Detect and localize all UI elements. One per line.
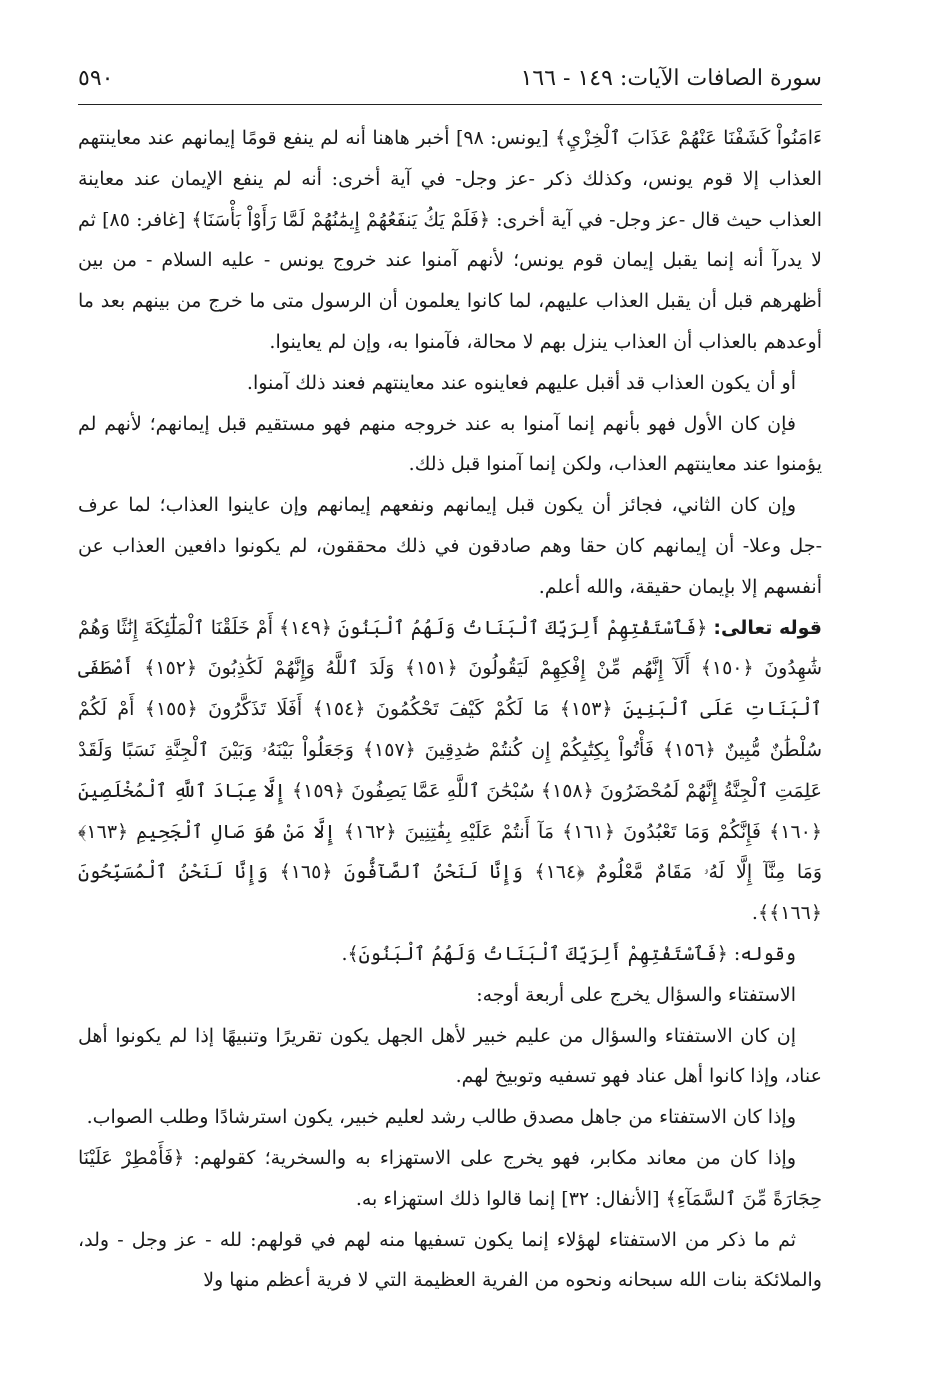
paragraph: وإذا كان الاستفتاء من جاهل مصدق طالب رشد لعليم خبير، يكون استرشادًا وطلب الصواب.	[86, 1106, 796, 1129]
paragraph: وإذا كان من معاند مكابر، فهو يخرج على الاستهزاء به والسخرية؛ كقولهم: ﴿فَأَمْطِرْ عَلَيْنَا حِجَارَةً مِّنَ ٱلسَّمَآءِ﴾ [الأنفال: ٣٢] إنما قالوا ذلك استهزاء به.	[78, 1146, 822, 1210]
paragraph: فإن كان الأول فهو بأنهم إنما آمنوا به عند خروجه منهم فهو مستقيم قبل إيمانهم؛ لأنهم لم يؤمنوا عند معاينتهم العذاب، ولكن إنما آمنوا قبل ذلك.	[78, 412, 822, 476]
page-number: ٥٩٠	[78, 65, 114, 91]
paragraph: ثم ما ذكر من الاستفتاء لهؤلاء إنما يكون تسفيها منه لهم في قولهم: لله - عز وجل - ولد، والملائكة بنات الله سبحانه ونحوه من الفرية العظيمة التي لا فرية أعظم منها ولا	[78, 1228, 822, 1292]
page-header	[78, 58, 822, 98]
verse-text: ﴿فَٱسْتَفْتِهِمْ أَلِرَبِّكَ ٱلْبَنَاتُ وَلَهُمُ ٱلْبَنُونَ ﴿١٤٩﴾ أَمْ خَلَقْنَا ٱلْمَلَٰٓئِكَةَ إِنَٰثًا وَهُمْ شَٰهِدُونَ ﴿١٥٠﴾ أَلَآ إِنَّهُم مِّنْ إِفْكِهِمْ لَيَقُولُونَ ﴿١٥١﴾ وَلَدَ ٱللَّهُ وَإِنَّهُمْ لَكَٰذِبُونَ ﴿١٥٢﴾ أَصْطَفَى ٱلْبَنَاتِ عَلَى ٱلْبَنِينَ ﴿١٥٣﴾ مَا لَكُمْ كَيْفَ تَحْكُمُونَ ﴿١٥٤﴾ أَفَلَا تَذَكَّرُونَ ﴿١٥٥﴾ أَمْ لَكُمْ سُلْطَٰنٌ مُّبِينٌ ﴿١٥٦﴾ فَأْتُواْ بِكِتَٰبِكُمْ إِن كُنتُمْ صَٰدِقِينَ ﴿١٥٧﴾ وَجَعَلُواْ بَيْنَهُۥ وَبَيْنَ ٱلْجِنَّةِ نَسَبًا وَلَقَدْ عَلِمَتِ ٱلْجِنَّةُ إِنَّهُمْ لَمُحْضَرُونَ ﴿١٥٨﴾ سُبْحَٰنَ ٱللَّهِ عَمَّا يَصِفُونَ ﴿١٥٩﴾ إِلَّا عِبَادَ ٱللَّهِ ٱلْمُخْلَصِينَ ﴿١٦٠﴾ فَإِنَّكُمْ وَمَا تَعْبُدُونَ ﴿١٦١﴾ مَآ أَنتُمْ عَلَيْهِ بِفَٰتِنِينَ ﴿١٦٢﴾ إِلَّا مَنْ هُوَ صَالِ ٱلْجَحِيمِ ﴿١٦٣﴾ وَمَا مِنَّآ إِلَّا لَهُۥ مَقَامٌ مَّعْلُومٌ ﴿١٦٤﴾ وَإِنَّا لَنَحْنُ ٱلصَّآفُّونَ ﴿١٦٥﴾ وَإِنَّا لَنَحْنُ ٱلْمُسَبِّحُونَ ﴿١٦٦﴾﴾.	[78, 616, 823, 925]
paragraph: ءَامَنُواْ كَشَفْنَا عَنْهُمْ عَذَابَ ٱلْخِزْيِ﴾ [يونس: ٩٨] أخبر هاهنا أنه لم ينفع قومًا إيمانهم عند معاينتهم العذاب إلا قوم يونس، وكذلك ذكر -عز وجل- في آية أخرى: أنه لم ينفع الإيمان عند معاينة العذاب حيث قال -عز وجل- في آية أخرى: ﴿فَلَمْ يَكُ يَنفَعُهُمْ إِيمَٰنُهُمْ لَمَّا رَأَوْاْ بَأْسَنَا﴾ [غافر: ٨٥] ثم لا يدرآ أنه إنما يقبل إيمان قوم يونس؛ لأنهم آمنوا عند خروج يونس - عليه السلام - من بين أظهرهم قبل أن يقبل العذاب عليهم، لما كانوا يعلمون أن الرسول متى ما خرج من بينهم بعد ما أوعدهم بالعذاب أن العذاب ينزل بهم لا محالة، فآمنوا به، وإن لم يعاينوا.	[78, 127, 822, 353]
paragraph: إن كان الاستفتاء والسؤال من عليم خبير لأهل الجهل يكون تقريرًا وتنبيهًا إذا لم يكونوا أهل عناد، وإذا كانوا أهل عناد فهو تسفيه وتوبيخ لهم.	[78, 1024, 822, 1088]
verse-block	[78, 608, 822, 934]
verse-lead: قوله تعالى:	[713, 616, 822, 639]
paragraph: وقوله: ﴿فَٱسْتَفْتِهِمْ أَلِرَبِّكَ ٱلْبَنَاتُ وَلَهُمُ ٱلْبَنُونَ﴾.	[341, 942, 796, 965]
running-title: سورة الصافات الآيات: ١٤٩ - ١٦٦	[520, 65, 822, 91]
paragraph: وإن كان الثاني، فجائز أن يكون قبل إيمانهم ونفعهم إيمانهم وإن عاينوا العذاب؛ لما عرف -جل وعلا- أن إيمانهم كان حقا وهم صادقون في ذلك محققون، لم يكونوا دافعين العذاب عن أنفسهم إلا بإيمان حقيقة، والله أعلم.	[78, 494, 822, 598]
page-body	[78, 118, 822, 1301]
header-divider	[78, 104, 822, 105]
paragraph: أو أن يكون العذاب قد أقبل عليهم فعاينوه عند معاينتهم فعند ذلك آمنوا.	[246, 371, 796, 394]
paragraph: الاستفتاء والسؤال يخرج على أربعة أوجه:	[476, 983, 796, 1006]
